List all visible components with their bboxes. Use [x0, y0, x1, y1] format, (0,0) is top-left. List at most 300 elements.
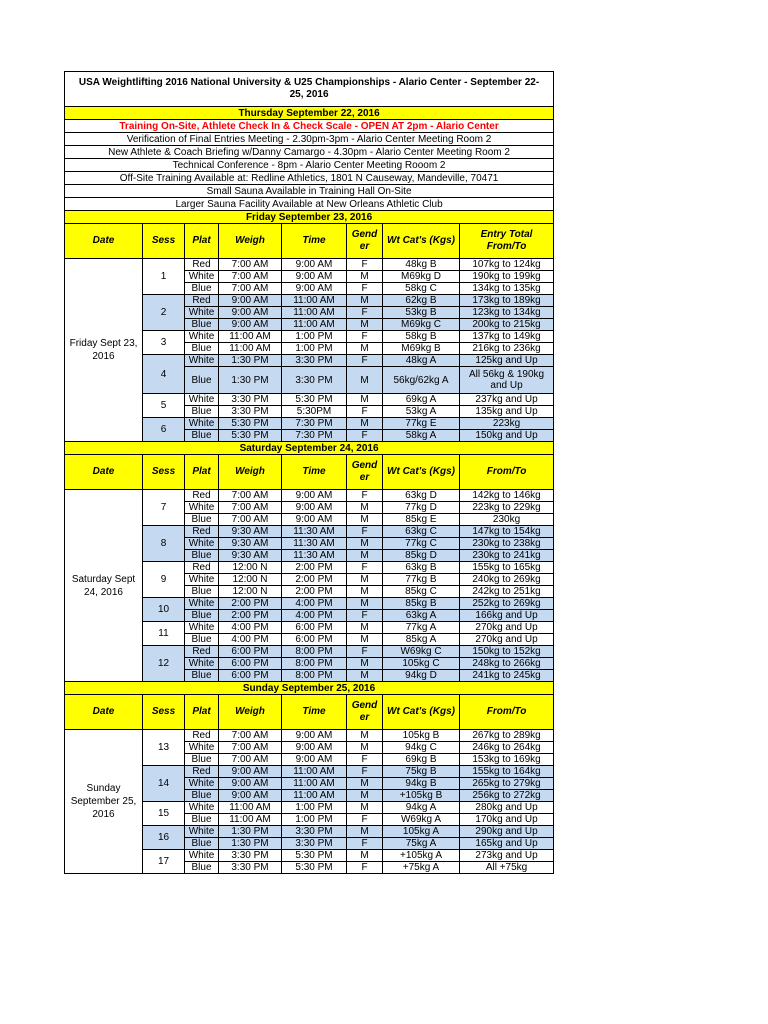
weigh-in-cell: 11:00 AM: [219, 331, 282, 343]
weight-category-cell: 94kg C: [383, 742, 460, 754]
entry-total-cell: 170kg and Up: [460, 814, 554, 826]
platform-cell: White: [185, 850, 219, 862]
gender-cell: M: [347, 850, 383, 862]
gender-cell: F: [347, 814, 383, 826]
platform-cell: Red: [185, 259, 219, 271]
time-cell: 11:00 AM: [282, 295, 347, 307]
weight-category-cell: 58kg A: [383, 430, 460, 442]
session-number: 14: [143, 766, 185, 802]
weight-category-cell: M69kg B: [383, 343, 460, 355]
info-line: Off-Site Training Available at: Redline Athletics, 1801 N Causeway, Mandeville, 70471: [65, 172, 554, 185]
weigh-in-cell: 7:00 AM: [219, 271, 282, 283]
time-cell: 11:00 AM: [282, 307, 347, 319]
column-header: Plat: [185, 695, 219, 730]
weigh-in-cell: 9:00 AM: [219, 790, 282, 802]
platform-cell: Blue: [185, 550, 219, 562]
time-cell: 9:00 AM: [282, 490, 347, 502]
weight-category-cell: 63kg C: [383, 526, 460, 538]
platform-cell: Blue: [185, 814, 219, 826]
platform-cell: Red: [185, 295, 219, 307]
session-number: 4: [143, 355, 185, 394]
column-header: Gend er: [347, 695, 383, 730]
session-number: 1: [143, 259, 185, 295]
gender-cell: F: [347, 862, 383, 874]
info-line: New Athlete & Coach Briefing w/Danny Camargo - 4.30pm - Alario Center Meeting Room 2: [65, 146, 554, 159]
gender-cell: M: [347, 670, 383, 682]
platform-cell: White: [185, 598, 219, 610]
platform-cell: Blue: [185, 838, 219, 850]
column-header: Weigh: [219, 224, 282, 259]
time-cell: 2:00 PM: [282, 586, 347, 598]
entry-total-cell: 200kg to 215kg: [460, 319, 554, 331]
entry-total-cell: 237kg and Up: [460, 394, 554, 406]
platform-cell: White: [185, 742, 219, 754]
date-cell: Saturday Sept 24, 2016: [65, 490, 143, 682]
weight-category-cell: 58kg C: [383, 283, 460, 295]
weigh-in-cell: 9:00 AM: [219, 307, 282, 319]
entry-total-cell: 230kg: [460, 514, 554, 526]
weight-category-cell: 63kg B: [383, 562, 460, 574]
time-cell: 7:30 PM: [282, 418, 347, 430]
table-row: [65, 259, 554, 271]
info-line: Small Sauna Available in Training Hall On-Site: [65, 185, 554, 198]
entry-total-cell: 134kg to 135kg: [460, 283, 554, 295]
platform-cell: White: [185, 574, 219, 586]
entry-total-cell: 241kg to 245kg: [460, 670, 554, 682]
entry-total-cell: 142kg to 146kg: [460, 490, 554, 502]
entry-total-cell: 153kg to 169kg: [460, 754, 554, 766]
day-header: Sunday September 25, 2016: [65, 682, 554, 695]
column-header: Wt Cat's (Kgs): [383, 695, 460, 730]
session-number: 17: [143, 850, 185, 874]
weight-category-cell: 85kg D: [383, 550, 460, 562]
platform-cell: White: [185, 826, 219, 838]
time-cell: 9:00 AM: [282, 742, 347, 754]
gender-cell: M: [347, 538, 383, 550]
gender-cell: F: [347, 307, 383, 319]
gender-cell: M: [347, 598, 383, 610]
gender-cell: M: [347, 622, 383, 634]
time-cell: 5:30 PM: [282, 394, 347, 406]
entry-total-cell: 155kg to 164kg: [460, 766, 554, 778]
session-number: 13: [143, 730, 185, 766]
time-cell: 3:30 PM: [282, 355, 347, 367]
column-header: Gend er: [347, 224, 383, 259]
platform-cell: Blue: [185, 406, 219, 418]
time-cell: 8:00 PM: [282, 646, 347, 658]
time-cell: 1:00 PM: [282, 343, 347, 355]
weigh-in-cell: 1:30 PM: [219, 838, 282, 850]
platform-cell: Blue: [185, 754, 219, 766]
entry-total-cell: 280kg and Up: [460, 802, 554, 814]
gender-cell: F: [347, 259, 383, 271]
column-header: Weigh: [219, 455, 282, 490]
session-number: 15: [143, 802, 185, 826]
date-cell: Friday Sept 23, 2016: [65, 259, 143, 442]
time-cell: 3:30 PM: [282, 838, 347, 850]
session-number: 12: [143, 646, 185, 682]
platform-cell: Red: [185, 766, 219, 778]
entry-total-cell: 270kg and Up: [460, 622, 554, 634]
weigh-in-cell: 12:00 N: [219, 586, 282, 598]
time-cell: 11:00 AM: [282, 778, 347, 790]
column-header: Time: [282, 224, 347, 259]
weight-category-cell: 69kg B: [383, 754, 460, 766]
entry-total-cell: 135kg and Up: [460, 406, 554, 418]
time-cell: 11:30 AM: [282, 550, 347, 562]
weight-category-cell: 53kg A: [383, 406, 460, 418]
entry-total-cell: 147kg to 154kg: [460, 526, 554, 538]
platform-cell: White: [185, 418, 219, 430]
platform-cell: White: [185, 778, 219, 790]
column-header: From/To: [460, 455, 554, 490]
gender-cell: M: [347, 343, 383, 355]
entry-total-cell: 166kg and Up: [460, 610, 554, 622]
table-row: [65, 730, 554, 742]
platform-cell: Red: [185, 562, 219, 574]
weigh-in-cell: 7:00 AM: [219, 742, 282, 754]
gender-cell: F: [347, 430, 383, 442]
weight-category-cell: 62kg B: [383, 295, 460, 307]
weight-category-cell: W69kg C: [383, 646, 460, 658]
gender-cell: M: [347, 514, 383, 526]
weight-category-cell: 85kg C: [383, 586, 460, 598]
weigh-in-cell: 3:30 PM: [219, 862, 282, 874]
column-header: Sess: [143, 695, 185, 730]
weight-category-cell: 77kg E: [383, 418, 460, 430]
platform-cell: Blue: [185, 862, 219, 874]
time-cell: 5:30PM: [282, 406, 347, 418]
weigh-in-cell: 11:00 AM: [219, 814, 282, 826]
gender-cell: F: [347, 526, 383, 538]
weight-category-cell: W69kg A: [383, 814, 460, 826]
weigh-in-cell: 1:30 PM: [219, 355, 282, 367]
time-cell: 6:00 PM: [282, 634, 347, 646]
entry-total-cell: 267kg to 289kg: [460, 730, 554, 742]
weigh-in-cell: 7:00 AM: [219, 490, 282, 502]
column-header: Plat: [185, 455, 219, 490]
weigh-in-cell: 9:30 AM: [219, 526, 282, 538]
weight-category-cell: 53kg B: [383, 307, 460, 319]
time-cell: 5:30 PM: [282, 850, 347, 862]
entry-total-cell: 173kg to 189kg: [460, 295, 554, 307]
gender-cell: F: [347, 562, 383, 574]
weigh-in-cell: 7:00 AM: [219, 259, 282, 271]
session-number: 16: [143, 826, 185, 850]
column-header: Time: [282, 455, 347, 490]
entry-total-cell: 290kg and Up: [460, 826, 554, 838]
time-cell: 9:00 AM: [282, 259, 347, 271]
gender-cell: F: [347, 490, 383, 502]
weigh-in-cell: 1:30 PM: [219, 826, 282, 838]
time-cell: 11:30 AM: [282, 538, 347, 550]
weight-category-cell: 48kg A: [383, 355, 460, 367]
gender-cell: F: [347, 646, 383, 658]
weight-category-cell: M69kg C: [383, 319, 460, 331]
info-line: Verification of Final Entries Meeting - 2.30pm-3pm - Alario Center Meeting Room 2: [65, 133, 554, 146]
entry-total-cell: 246kg to 264kg: [460, 742, 554, 754]
platform-cell: Red: [185, 490, 219, 502]
weight-category-cell: 75kg A: [383, 838, 460, 850]
time-cell: 1:00 PM: [282, 331, 347, 343]
platform-cell: Blue: [185, 514, 219, 526]
entry-total-cell: 137kg to 149kg: [460, 331, 554, 343]
gender-cell: F: [347, 610, 383, 622]
entry-total-cell: All +75kg: [460, 862, 554, 874]
weight-category-cell: +105kg B: [383, 790, 460, 802]
platform-cell: Blue: [185, 430, 219, 442]
gender-cell: M: [347, 367, 383, 394]
weight-category-cell: 56kg/62kg A: [383, 367, 460, 394]
platform-cell: Blue: [185, 283, 219, 295]
gender-cell: F: [347, 754, 383, 766]
time-cell: 1:00 PM: [282, 802, 347, 814]
weight-category-cell: 58kg B: [383, 331, 460, 343]
entry-total-cell: 107kg to 124kg: [460, 259, 554, 271]
entry-total-cell: 242kg to 251kg: [460, 586, 554, 598]
gender-cell: F: [347, 355, 383, 367]
weigh-in-cell: 12:00 N: [219, 574, 282, 586]
weigh-in-cell: 9:00 AM: [219, 778, 282, 790]
weight-category-cell: +75kg A: [383, 862, 460, 874]
weight-category-cell: 105kg A: [383, 826, 460, 838]
platform-cell: Blue: [185, 610, 219, 622]
weigh-in-cell: 9:00 AM: [219, 319, 282, 331]
entry-total-cell: 230kg to 238kg: [460, 538, 554, 550]
gender-cell: M: [347, 742, 383, 754]
gender-cell: M: [347, 574, 383, 586]
time-cell: 9:00 AM: [282, 283, 347, 295]
day-header: Saturday September 24, 2016: [65, 442, 554, 455]
gender-cell: M: [347, 502, 383, 514]
time-cell: 2:00 PM: [282, 574, 347, 586]
gender-cell: M: [347, 658, 383, 670]
column-header: Wt Cat's (Kgs): [383, 455, 460, 490]
weight-category-cell: M69kg D: [383, 271, 460, 283]
weight-category-cell: 77kg C: [383, 538, 460, 550]
platform-cell: White: [185, 622, 219, 634]
gender-cell: F: [347, 838, 383, 850]
platform-cell: Blue: [185, 670, 219, 682]
weigh-in-cell: 11:00 AM: [219, 343, 282, 355]
entry-total-cell: 270kg and Up: [460, 634, 554, 646]
weight-category-cell: 105kg B: [383, 730, 460, 742]
training-notice: Training On-Site, Athlete Check In & Check Scale - OPEN AT 2pm - Alario Center: [65, 120, 554, 133]
entry-total-cell: 256kg to 272kg: [460, 790, 554, 802]
weight-category-cell: 85kg B: [383, 598, 460, 610]
weigh-in-cell: 6:00 PM: [219, 670, 282, 682]
column-header: Date: [65, 224, 143, 259]
entry-total-cell: All 56kg & 190kg and Up: [460, 367, 554, 394]
weight-category-cell: 63kg D: [383, 490, 460, 502]
time-cell: 4:00 PM: [282, 610, 347, 622]
platform-cell: Red: [185, 526, 219, 538]
column-header: Sess: [143, 224, 185, 259]
weigh-in-cell: 9:00 AM: [219, 295, 282, 307]
time-cell: 9:00 AM: [282, 502, 347, 514]
platform-cell: Blue: [185, 343, 219, 355]
platform-cell: White: [185, 658, 219, 670]
schedule-sheet: [64, 71, 553, 874]
weigh-in-cell: 4:00 PM: [219, 634, 282, 646]
weigh-in-cell: 6:00 PM: [219, 646, 282, 658]
platform-cell: Red: [185, 730, 219, 742]
column-header: Date: [65, 455, 143, 490]
time-cell: 8:00 PM: [282, 670, 347, 682]
gender-cell: M: [347, 634, 383, 646]
column-header: From/To: [460, 695, 554, 730]
day-header: Friday September 23, 2016: [65, 211, 554, 224]
column-header: Date: [65, 695, 143, 730]
platform-cell: Blue: [185, 367, 219, 394]
entry-total-cell: 240kg to 269kg: [460, 574, 554, 586]
platform-cell: White: [185, 355, 219, 367]
platform-cell: White: [185, 538, 219, 550]
weigh-in-cell: 7:00 AM: [219, 514, 282, 526]
session-number: 10: [143, 598, 185, 622]
time-cell: 11:30 AM: [282, 526, 347, 538]
session-number: 2: [143, 295, 185, 331]
column-header: Weigh: [219, 695, 282, 730]
time-cell: 9:00 AM: [282, 271, 347, 283]
weigh-in-cell: 9:30 AM: [219, 550, 282, 562]
time-cell: 6:00 PM: [282, 622, 347, 634]
gender-cell: M: [347, 586, 383, 598]
weight-category-cell: 85kg A: [383, 634, 460, 646]
gender-cell: M: [347, 730, 383, 742]
entry-total-cell: 273kg and Up: [460, 850, 554, 862]
weigh-in-cell: 1:30 PM: [219, 367, 282, 394]
column-header: Entry Total From/To: [460, 224, 554, 259]
table-row: [65, 490, 554, 502]
column-header: Gend er: [347, 455, 383, 490]
entry-total-cell: 230kg to 241kg: [460, 550, 554, 562]
entry-total-cell: 150kg and Up: [460, 430, 554, 442]
session-number: 6: [143, 418, 185, 442]
platform-cell: White: [185, 331, 219, 343]
entry-total-cell: 150kg to 152kg: [460, 646, 554, 658]
platform-cell: White: [185, 394, 219, 406]
platform-cell: Red: [185, 646, 219, 658]
session-number: 7: [143, 490, 185, 526]
time-cell: 11:00 AM: [282, 790, 347, 802]
gender-cell: M: [347, 778, 383, 790]
time-cell: 1:00 PM: [282, 814, 347, 826]
time-cell: 4:00 PM: [282, 598, 347, 610]
platform-cell: White: [185, 307, 219, 319]
time-cell: 5:30 PM: [282, 862, 347, 874]
weight-category-cell: 94kg D: [383, 670, 460, 682]
entry-total-cell: 252kg to 269kg: [460, 598, 554, 610]
time-cell: 3:30 PM: [282, 826, 347, 838]
time-cell: 11:00 AM: [282, 319, 347, 331]
document-title: USA Weightlifting 2016 National University & U25 Championships - Alario Center - September 22-25, 2016: [65, 72, 554, 107]
weigh-in-cell: 7:00 AM: [219, 754, 282, 766]
platform-cell: Blue: [185, 319, 219, 331]
weigh-in-cell: 5:30 PM: [219, 418, 282, 430]
weigh-in-cell: 9:00 AM: [219, 766, 282, 778]
entry-total-cell: 216kg to 236kg: [460, 343, 554, 355]
weigh-in-cell: 4:00 PM: [219, 622, 282, 634]
time-cell: 9:00 AM: [282, 730, 347, 742]
weigh-in-cell: 3:30 PM: [219, 394, 282, 406]
weight-category-cell: 48kg B: [383, 259, 460, 271]
weigh-in-cell: 6:00 PM: [219, 658, 282, 670]
time-cell: 8:00 PM: [282, 658, 347, 670]
info-line: Larger Sauna Facility Available at New Orleans Athletic Club: [65, 198, 554, 211]
gender-cell: M: [347, 394, 383, 406]
weight-category-cell: 94kg B: [383, 778, 460, 790]
weigh-in-cell: 2:00 PM: [219, 598, 282, 610]
platform-cell: Blue: [185, 634, 219, 646]
info-line: Technical Conference - 8pm - Alario Center Meeting Rooom 2: [65, 159, 554, 172]
weigh-in-cell: 3:30 PM: [219, 406, 282, 418]
gender-cell: M: [347, 826, 383, 838]
weigh-in-cell: 7:00 AM: [219, 502, 282, 514]
gender-cell: M: [347, 802, 383, 814]
gender-cell: M: [347, 271, 383, 283]
platform-cell: White: [185, 502, 219, 514]
platform-cell: Blue: [185, 586, 219, 598]
weight-category-cell: 94kg A: [383, 802, 460, 814]
time-cell: 11:00 AM: [282, 766, 347, 778]
weigh-in-cell: 5:30 PM: [219, 430, 282, 442]
thursday-header: Thursday September 22, 2016: [65, 107, 554, 120]
weight-category-cell: 77kg D: [383, 502, 460, 514]
weight-category-cell: 85kg E: [383, 514, 460, 526]
session-number: 5: [143, 394, 185, 418]
entry-total-cell: 123kg to 134kg: [460, 307, 554, 319]
entry-total-cell: 125kg and Up: [460, 355, 554, 367]
gender-cell: M: [347, 319, 383, 331]
entry-total-cell: 165kg and Up: [460, 838, 554, 850]
weight-category-cell: +105kg A: [383, 850, 460, 862]
weight-category-cell: 75kg B: [383, 766, 460, 778]
column-header: Plat: [185, 224, 219, 259]
gender-cell: F: [347, 283, 383, 295]
time-cell: 3:30 PM: [282, 367, 347, 394]
entry-total-cell: 223kg: [460, 418, 554, 430]
session-number: 3: [143, 331, 185, 355]
gender-cell: F: [347, 406, 383, 418]
platform-cell: Blue: [185, 790, 219, 802]
entry-total-cell: 248kg to 266kg: [460, 658, 554, 670]
weigh-in-cell: 7:00 AM: [219, 283, 282, 295]
weight-category-cell: 77kg B: [383, 574, 460, 586]
gender-cell: M: [347, 790, 383, 802]
gender-cell: F: [347, 331, 383, 343]
time-cell: 7:30 PM: [282, 430, 347, 442]
time-cell: 9:00 AM: [282, 754, 347, 766]
gender-cell: M: [347, 295, 383, 307]
time-cell: 9:00 AM: [282, 514, 347, 526]
column-header: Time: [282, 695, 347, 730]
session-number: 9: [143, 562, 185, 598]
weight-category-cell: 77kg A: [383, 622, 460, 634]
entry-total-cell: 155kg to 165kg: [460, 562, 554, 574]
platform-cell: White: [185, 802, 219, 814]
gender-cell: F: [347, 766, 383, 778]
weigh-in-cell: 11:00 AM: [219, 802, 282, 814]
date-cell: Sunday September 25, 2016: [65, 730, 143, 874]
session-number: 8: [143, 526, 185, 562]
weigh-in-cell: 2:00 PM: [219, 610, 282, 622]
platform-cell: White: [185, 271, 219, 283]
session-number: 11: [143, 622, 185, 646]
weigh-in-cell: 12:00 N: [219, 562, 282, 574]
column-header: Sess: [143, 455, 185, 490]
weight-category-cell: 69kg A: [383, 394, 460, 406]
